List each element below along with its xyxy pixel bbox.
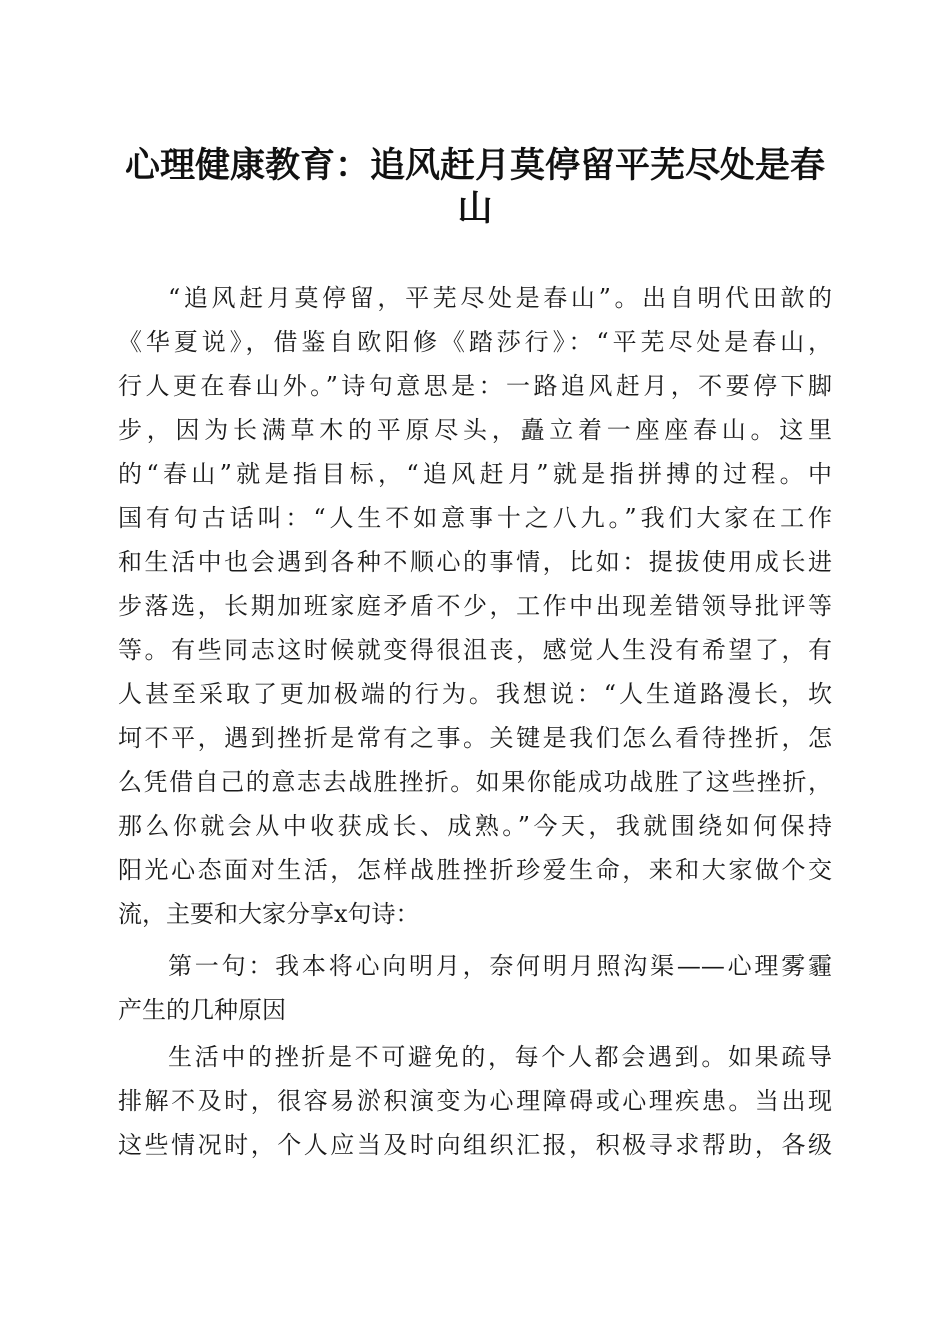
paragraph-line: 《华夏说》，借鉴自欧阳修《踏莎行》：“平芜尽处是春山， xyxy=(118,328,832,356)
paragraph-line: 这些情况时，个人应当及时向组织汇报，积极寻求帮助，各级 xyxy=(118,1131,832,1159)
section-heading-line: 产生的几种原因 xyxy=(118,996,286,1024)
paragraph-line: 么凭借自己的意志去战胜挫折。如果你能成功战胜了这些挫折， xyxy=(118,768,832,796)
paragraph-line: 行人更在春山外。”诗句意思是：一路追风赶月，不要停下脚 xyxy=(118,372,832,400)
paragraph-line: 阳光心态面对生活，怎样战胜挫折珍爱生命，来和大家做个交 xyxy=(118,856,832,884)
paragraph-line: 和生活中也会遇到各种不顺心的事情，比如：提拔使用成长进 xyxy=(118,548,832,576)
paragraph-line: 排解不及时，很容易淤积演变为心理障碍或心理疾患。当出现 xyxy=(118,1087,832,1115)
paragraph-line: 的“春山”就是指目标，“追风赶月”就是指拼搏的过程。中 xyxy=(118,460,832,488)
paragraph-line: 人甚至采取了更加极端的行为。我想说：“人生道路漫长，坎 xyxy=(118,680,832,708)
document-title-line-2: 山 xyxy=(457,188,493,229)
paragraph-line: 流，主要和大家分享x句诗： xyxy=(118,900,420,928)
paragraph-line: 步落选，长期加班家庭矛盾不少，工作中出现差错领导批评等 xyxy=(118,592,832,620)
paragraph-line: 步，因为长满草木的平原尽头，矗立着一座座春山。这里 xyxy=(118,416,832,444)
paragraph-line: 生活中的挫折是不可避免的，每个人都会遇到。如果疏导 xyxy=(168,1043,832,1071)
paragraph-line: “追风赶月莫停留，平芜尽处是春山”。出自明代田歆的 xyxy=(168,284,832,312)
document-title-line-1: 心理健康教育：追风赶月莫停留平芜尽处是春 xyxy=(124,145,825,186)
section-heading-line: 第一句：我本将心向明月，奈何明月照沟渠——心理雾霾 xyxy=(168,952,832,980)
paragraph-line: 等。有些同志这时候就变得很沮丧，感觉人生没有希望了，有 xyxy=(118,636,832,664)
paragraph-line: 那么你就会从中收获成长、成熟。”今天，我就围绕如何保持 xyxy=(118,812,832,840)
paragraph-line: 坷不平，遇到挫折是常有之事。关键是我们怎么看待挫折，怎 xyxy=(118,724,832,752)
paragraph-line: 国有句古话叫：“人生不如意事十之八九。”我们大家在工作 xyxy=(118,504,832,532)
